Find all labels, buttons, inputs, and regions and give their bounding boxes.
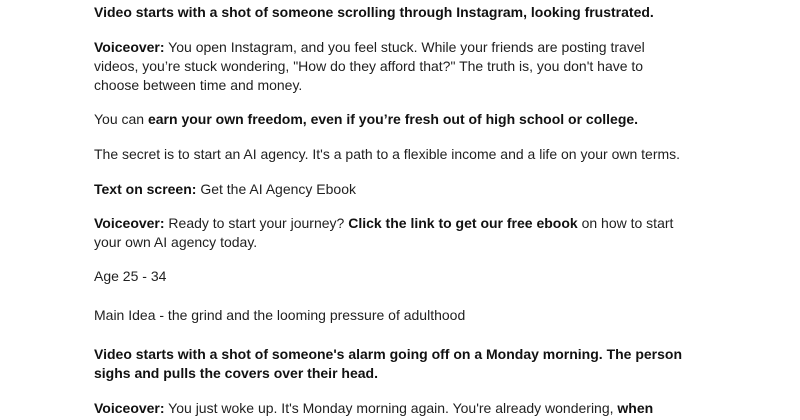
voiceover-label: Voiceover: <box>94 39 165 55</box>
voiceover-label: Voiceover: <box>94 215 165 231</box>
main-idea: Main Idea - the grind and the looming pressure of adulthood <box>94 307 466 323</box>
text-on-screen-label: Text on screen: <box>94 181 197 197</box>
voiceover-monday: Voiceover: You just woke up. It's Monday morning again. You're already wondering, when <box>94 400 654 416</box>
text-on-screen-paragraph: Text on screen: Get the AI Agency Ebook <box>94 181 356 197</box>
voiceover-label: Voiceover: <box>94 400 165 416</box>
age-range: Age 25 - 34 <box>94 268 167 284</box>
scene-direction-alarm: Video starts with a shot of someone's alarm going off on a Monday morning. The person sighs and pulls the covers over their head. <box>94 346 683 381</box>
voiceover-ebook: Voiceover: Ready to start your journey? Click the link to get our free ebook on how to start your own AI agency today. <box>94 215 674 250</box>
scene-direction-instagram: Video starts with a shot of someone scrolling through Instagram, looking frustrated. <box>94 4 654 20</box>
freedom-paragraph: You can earn your own freedom, even if you’re fresh out of high school or college. <box>94 111 639 127</box>
voiceover-instagram: Voiceover: You open Instagram, and you feel stuck. While your friends are posting travel videos, you’re stuck wondering, "How do they afford that?" The truth is, you don't have to choose between time and money. <box>94 39 645 93</box>
secret-paragraph: The secret is to start an AI agency. It's a path to a flexible income and a life on your own terms. <box>94 146 681 162</box>
